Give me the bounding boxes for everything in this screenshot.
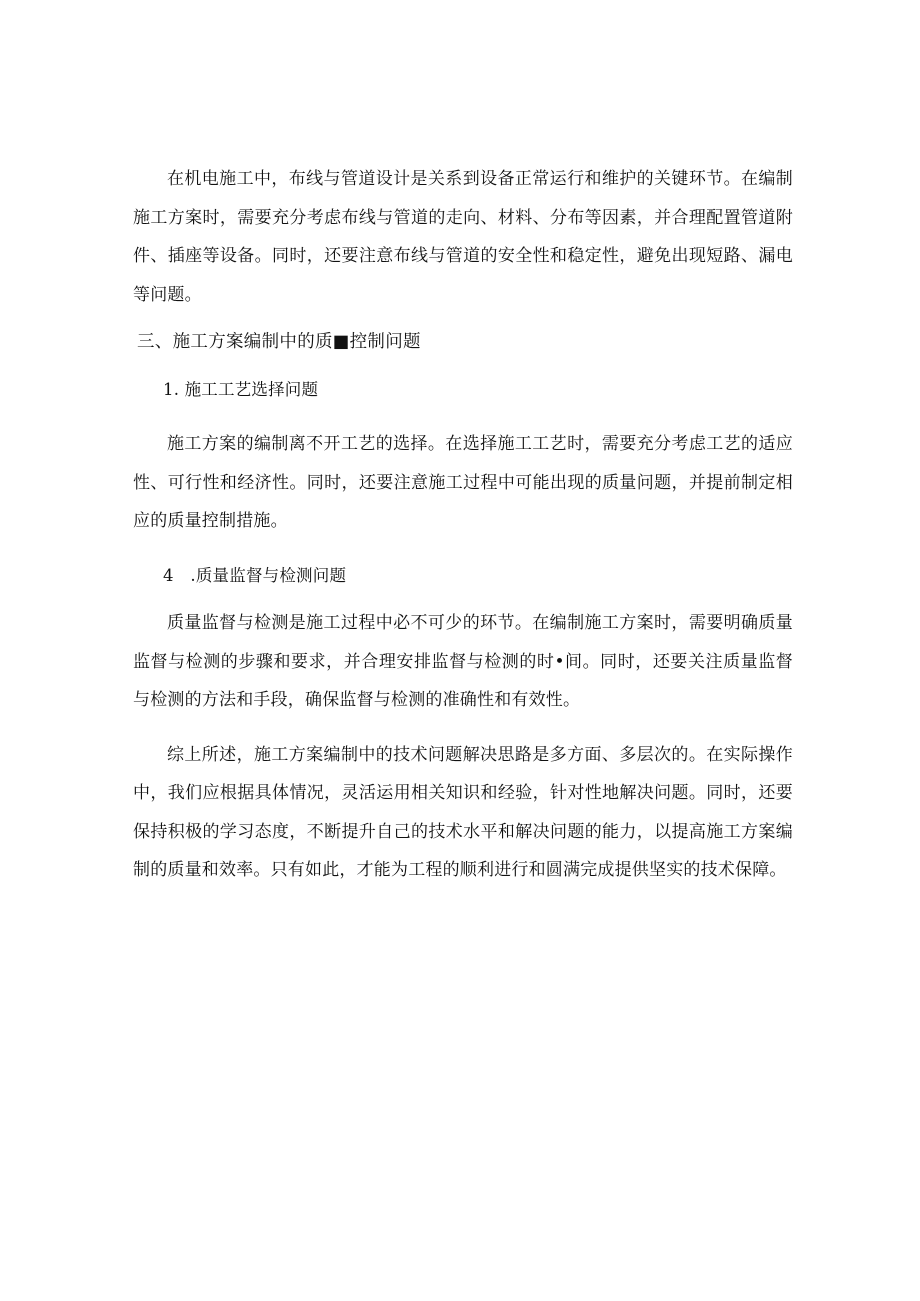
paragraph-summary: 综上所述，施工方案编制中的技术问题解决思路是多方面、多层次的。在实际操作中，我们应根据具体情况，灵活运用相关知识和经验，针对性地解决问题。同时，还要保持积极的学习态度，不断提升自己的技术水平和解决问题的能力，以提高施工方案编制的质量和效率。只有如此，才能为工程的顺利进行和圆满完成提供坚实的技术保障。 — [133, 744, 793, 880]
paragraph-wiring-design: 在机电施工中，布线与管道设计是关系到设备正常运行和维护的关键环节。在编制施工方案时，需要充分考虑布线与管道的走向、材料、分布等因素，并合理配置管道附件、插座等设备。同时，还要注意布线与管道的安全性和稳定性，避免出现短路、漏电等问题。 — [133, 169, 793, 305]
section-heading-quality-control: 三、施工方案编制中的质■控制问题 — [137, 332, 421, 352]
document-body — [133, 160, 793, 890]
sub-heading-quality-supervision: 4 .质量监督与检测问题 — [163, 565, 347, 585]
paragraph-process-selection: 施工方案的编制离不开工艺的选择。在选择施工工艺时，需要充分考虑工艺的适应性、可行性和经济性。同时，还要注意施工过程中可能出现的质量问题，并提前制定相应的质量控制措施。 — [133, 434, 793, 531]
sub-heading-process-selection: 1. 施工工艺选择问题 — [163, 379, 319, 399]
paragraph-quality-supervision: 质量监督与检测是施工过程中必不可少的环节。在编制施工方案时，需要明确质量监督与检测的步骤和要求，并合理安排监督与检测的时•间。同时，还要关注质量监督与检测的方法和手段，确保监督与检测的准确性和有效性。 — [133, 613, 793, 710]
